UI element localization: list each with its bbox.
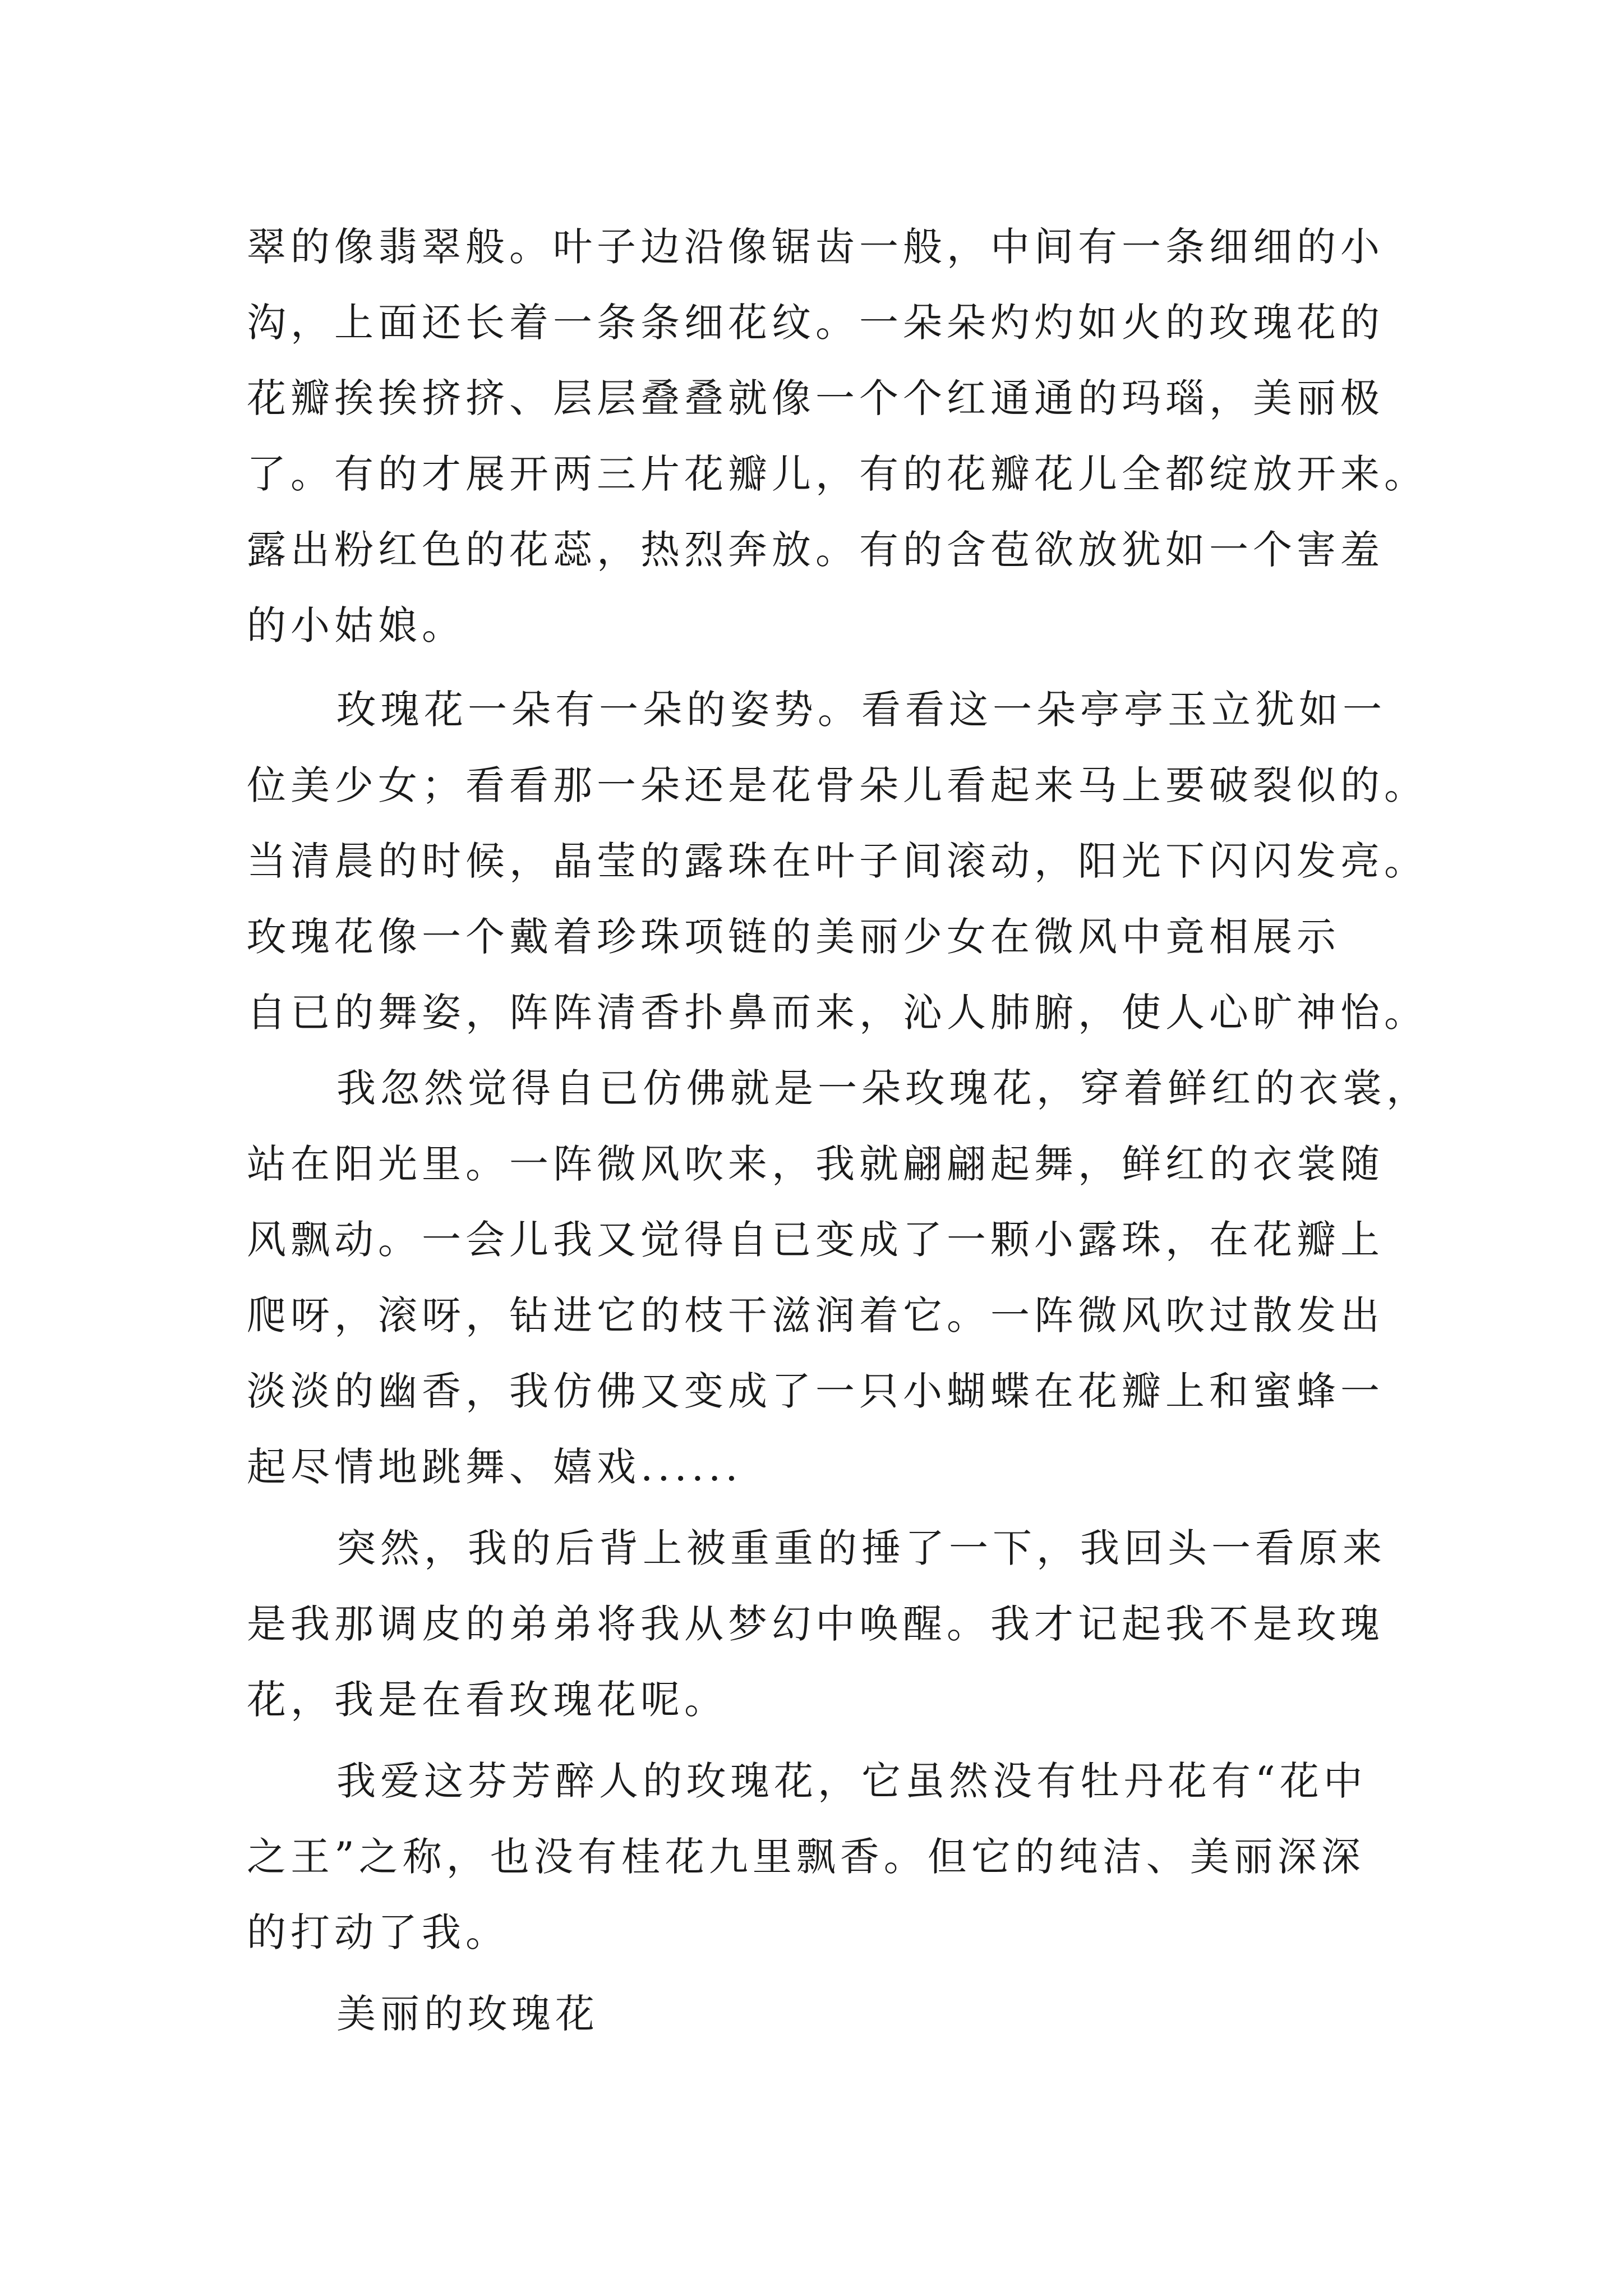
text-line: 花瓣挨挨挤挤、层层叠叠就像一个个红通通的玛瑙，美丽极 [247, 375, 1384, 421]
text-line: 爬呀，滚呀，钻进它的枝干滋润着它。一阵微风吹过散发出 [247, 1292, 1384, 1338]
text-line: 之王”之称，也没有桂花九里飘香。但它的纯洁、美丽深深 [247, 1834, 1365, 1880]
text-line: 自已的舞姿，阵阵清香扑鼻而来，沁人肺腑，使人心旷神怡。 [247, 990, 1428, 1036]
text-line: 的小姑娘。 [247, 602, 465, 648]
text-line: 突然，我的后背上被重重的捶了一下，我回头一看原来 [336, 1525, 1386, 1571]
text-line: 风飘动。一会儿我又觉得自已变成了一颗小露珠，在花瓣上 [247, 1217, 1384, 1263]
text-line: 位美少女；看看那一朵还是花骨朵儿看起来马上要破裂似的。 [247, 762, 1428, 808]
text-line: 站在阳光里。一阵微风吹来，我就翩翩起舞，鲜红的衣裳随 [247, 1141, 1384, 1187]
text-line: 玫瑰花像一个戴着珍珠项链的美丽少女在微风中竟相展示 [247, 914, 1340, 960]
text-line: 露出粉红色的花蕊，热烈奔放。有的含苞欲放犹如一个害羞 [247, 527, 1384, 573]
text-line: 玫瑰花一朵有一朵的姿势。看看这一朵亭亭玉立犹如一 [336, 687, 1386, 733]
text-line: 淡淡的幽香，我仿佛又变成了一只小蝴蝶在花瓣上和蜜蜂一 [247, 1368, 1384, 1414]
text-line: 起尽情地跳舞、嬉戏...... [247, 1444, 743, 1490]
text-line: 我忽然觉得自已仿佛就是一朵玫瑰花，穿着鲜红的衣裳， [336, 1065, 1430, 1111]
text-line: 了。有的才展开两三片花瓣儿，有的花瓣花儿全都绽放开来。 [247, 451, 1428, 497]
text-line: 的打动了我。 [247, 1910, 509, 1955]
text-line: 我爱这芬芳醉人的玫瑰花，它虽然没有牡丹花有“花中 [336, 1758, 1367, 1804]
text-line: 沟，上面还长着一条条细花纹。一朵朵灼灼如火的玫瑰花的 [247, 300, 1384, 346]
text-line: 是我那调皮的弟弟将我从梦幻中唤醒。我才记起我不是玫瑰 [247, 1601, 1384, 1647]
text-line: 翠的像翡翠般。叶子边沿像锯齿一般，中间有一条细细的小 [247, 224, 1384, 270]
text-line: 当清晨的时候，晶莹的露珠在叶子间滚动，阳光下闪闪发亮。 [247, 838, 1428, 884]
text-line: 花，我是在看玫瑰花呢。 [247, 1677, 728, 1723]
section-title: 美丽的玫瑰花 [336, 1991, 599, 2037]
